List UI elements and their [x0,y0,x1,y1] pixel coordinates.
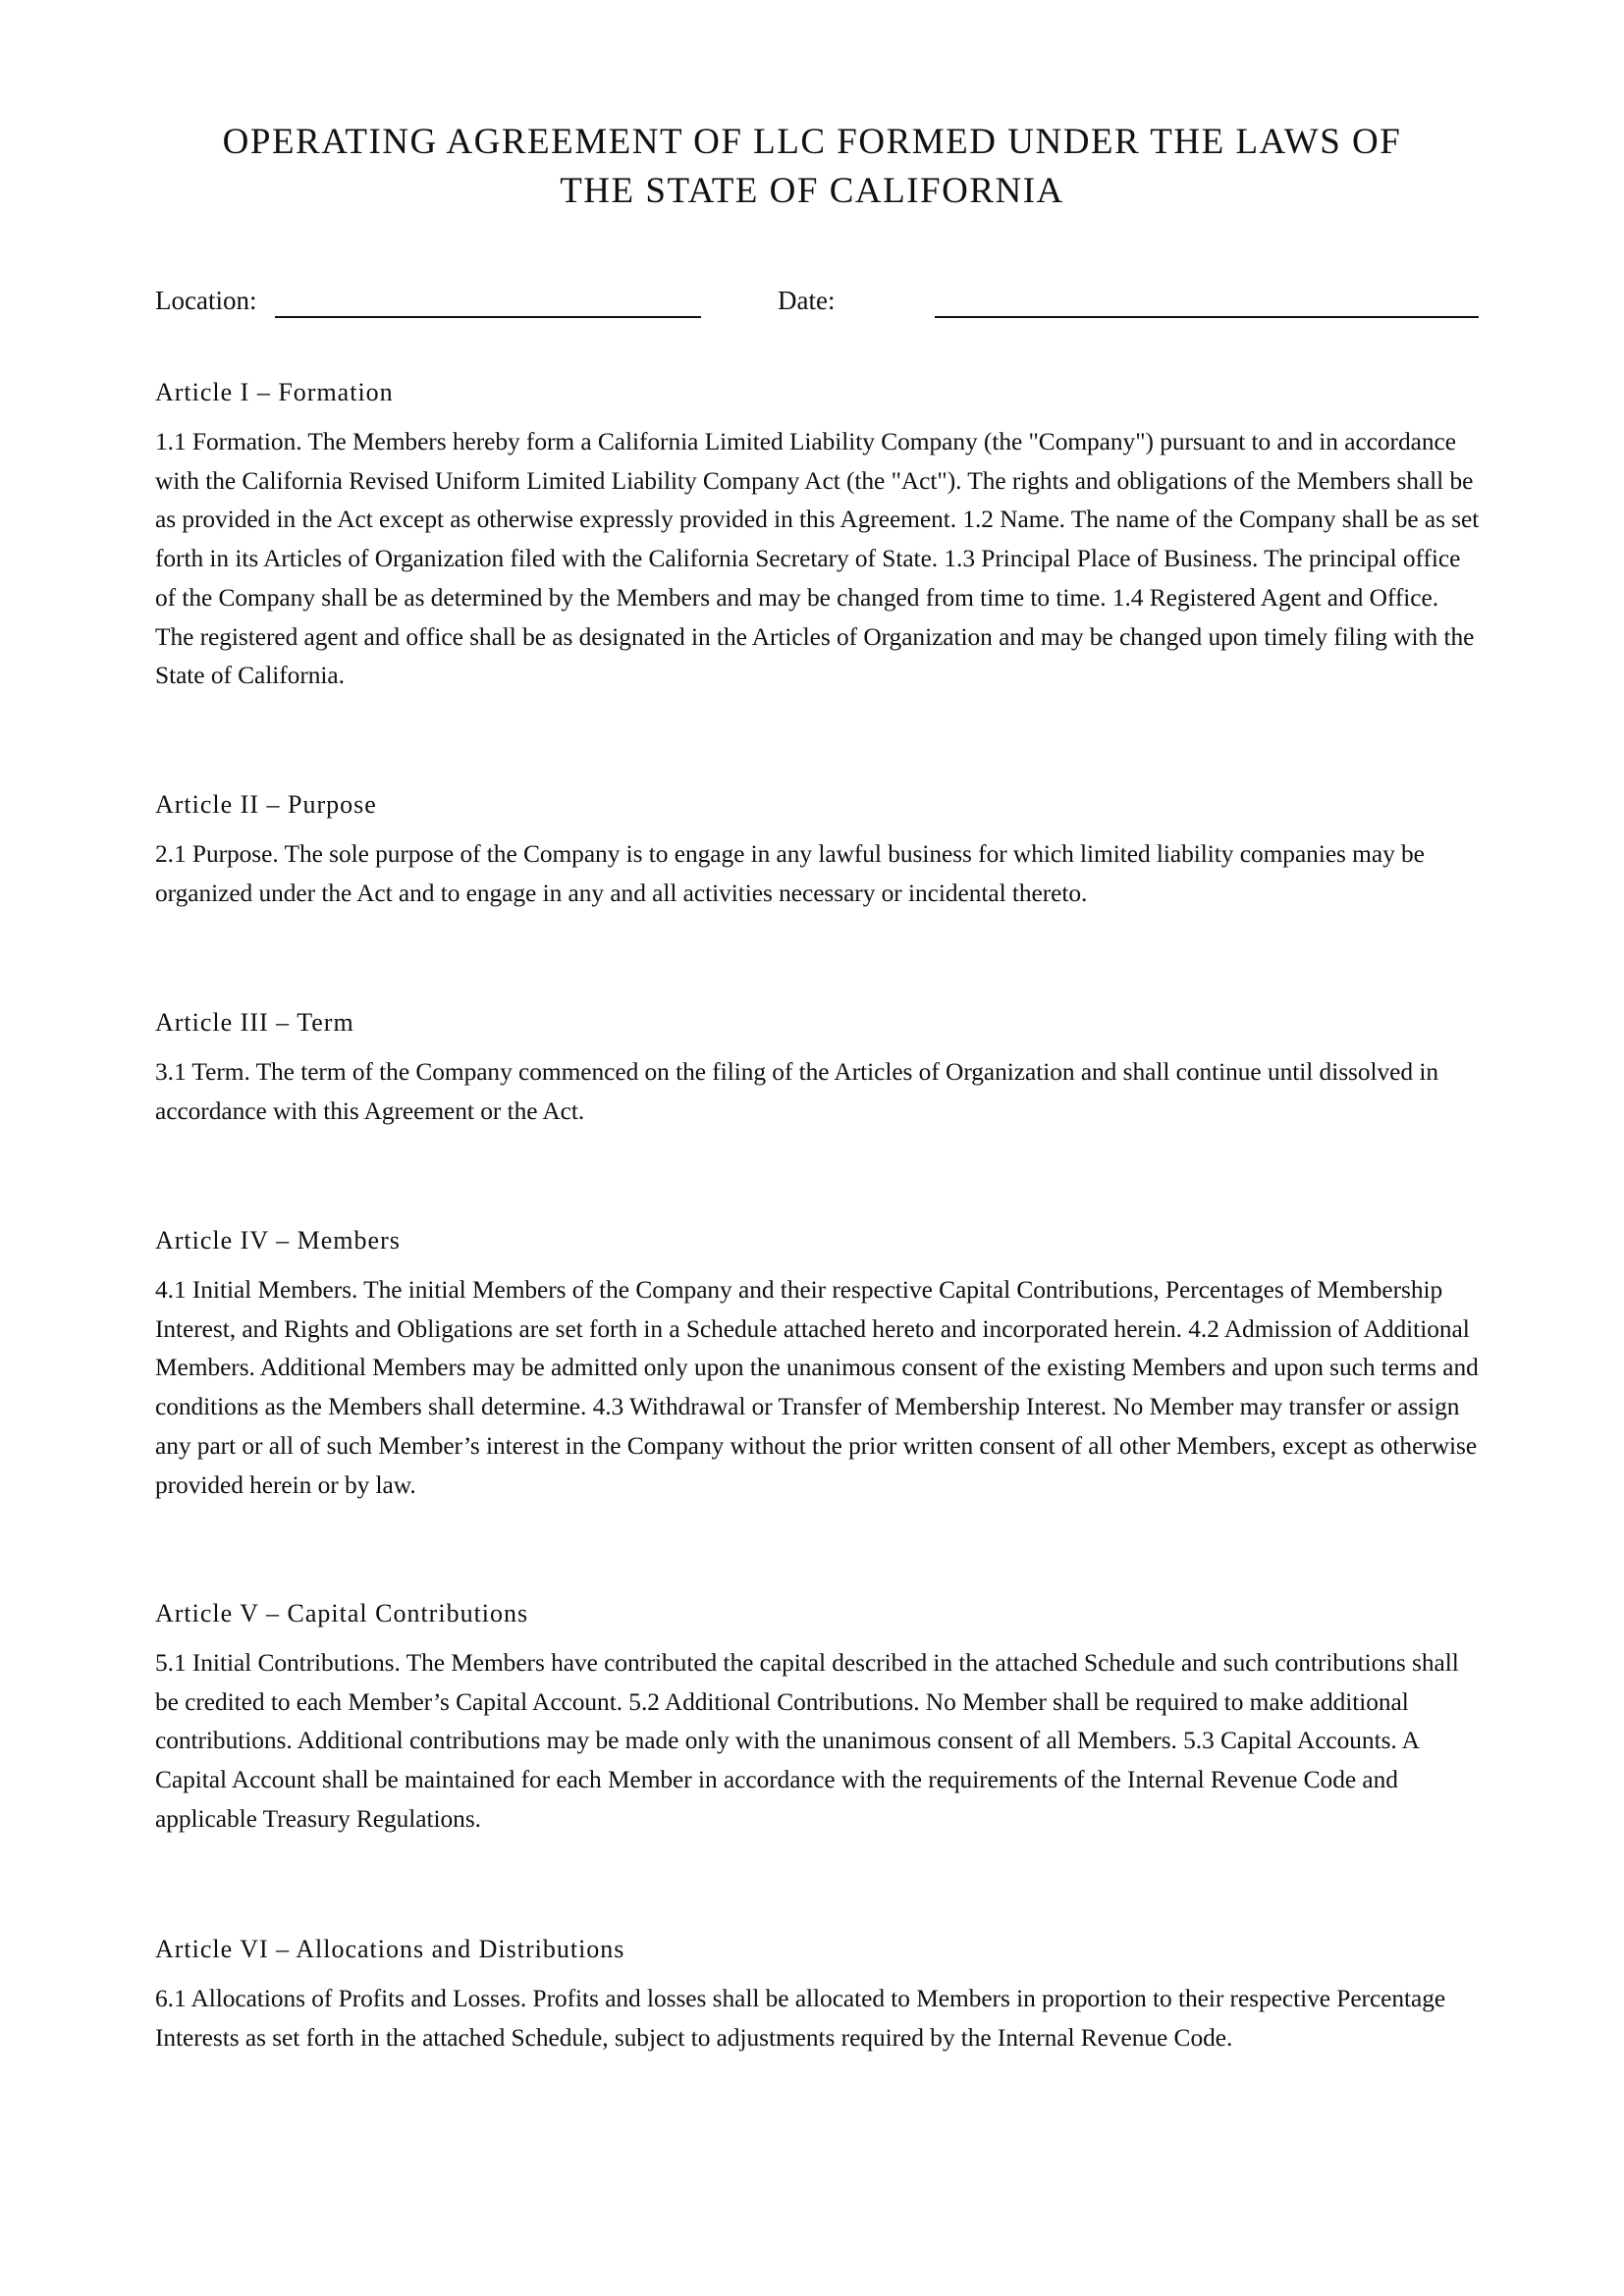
document-title [147,118,1477,216]
location-blank-line[interactable] [275,316,701,318]
article-formation [155,376,1483,696]
article-heading: Article I – Formation [155,378,394,406]
article-capital-contributions [155,1597,1483,1840]
article-heading: Article IV – Members [155,1226,401,1255]
article-allocations-distributions [155,1933,1483,2057]
article-body: 1.1 Formation. The Members hereby form a California Limited Liability Company (the "Company") pursuant to and in accordance with the California Revised Uniform Limited Liability Company Act (the "Act"). The rights and obligations of the Members shall be as provided in the Act except as otherwise expressly provided in this Agreement. 1.2 Name. The name of the Company shall be as set forth in its Articles of Organization filed with the California Secretary of State. 1.3 Principal Place of Business. The principal office of the Company shall be as determined by the Members and may be changed from time to time. 1.4 Registered Agent and Office. The registered agent and office shall be as designated in the Articles of Organization and may be changed upon timely filing with the State of California. [155,428,1480,690]
article-body: 2.1 Purpose. The sole purpose of the Company is to engage in any lawful business for which limited liability companies may be organized under the Act and to engage in any and all activities necessary or incidental thereto. [155,840,1425,907]
article-purpose [155,788,1483,913]
article-heading: Article VI – Allocations and Distributions [155,1935,625,1963]
article-body: 3.1 Term. The term of the Company commenced on the filing of the Articles of Organization and shall continue until dissolved in accordance with this Agreement or the Act. [155,1058,1438,1125]
article-members [155,1224,1483,1505]
location-label: Location: [155,286,257,315]
location-date-row [155,280,1479,324]
article-body: 4.1 Initial Members. The initial Members of the Company and their respective Capital Contributions, Percentages of Membership Interest, and Rights and Obligations are set forth in a Schedule attached hereto and incorporated herein. 4.2 Admission of Additional Members. Additional Members may be admitted only upon the unanimous consent of the existing Members and upon such terms and conditions as the Members shall determine. 4.3 Withdrawal or Transfer of Membership Interest. No Member may transfer or assign any part or all of such Member’s interest in the Company without the prior written consent of all other Members, except as otherwise provided herein or by law. [155,1276,1479,1499]
article-heading: Article III – Term [155,1008,354,1037]
title-line-1: OPERATING AGREEMENT OF LLC FORMED UNDER THE LAWS OF [222,122,1402,162]
title-line-2: THE STATE OF CALIFORNIA [560,171,1064,211]
article-heading: Article II – Purpose [155,790,377,819]
article-term [155,1006,1483,1131]
article-body: 5.1 Initial Contributions. The Members have contributed the capital described in the attached Schedule and such contributions shall be credited to each Member’s Capital Account. 5.2 Additional Contributions. No Member shall be required to make additional contributions. Additional contributions may be made only with the unanimous consent of all Members. 5.3 Capital Accounts. A Capital Account shall be maintained for each Member in accordance with the requirements of the Internal Revenue Code and applicable Treasury Regulations. [155,1649,1459,1833]
article-heading: Article V – Capital Contributions [155,1599,529,1628]
date-label: Date: [778,286,836,315]
article-body: 6.1 Allocations of Profits and Losses. Profits and losses shall be allocated to Members in proportion to their respective Percentage Interests as set forth in the attached Schedule, subject to adjustments required by the Internal Revenue Code. [155,1985,1446,2052]
date-blank-line[interactable] [935,316,1479,318]
